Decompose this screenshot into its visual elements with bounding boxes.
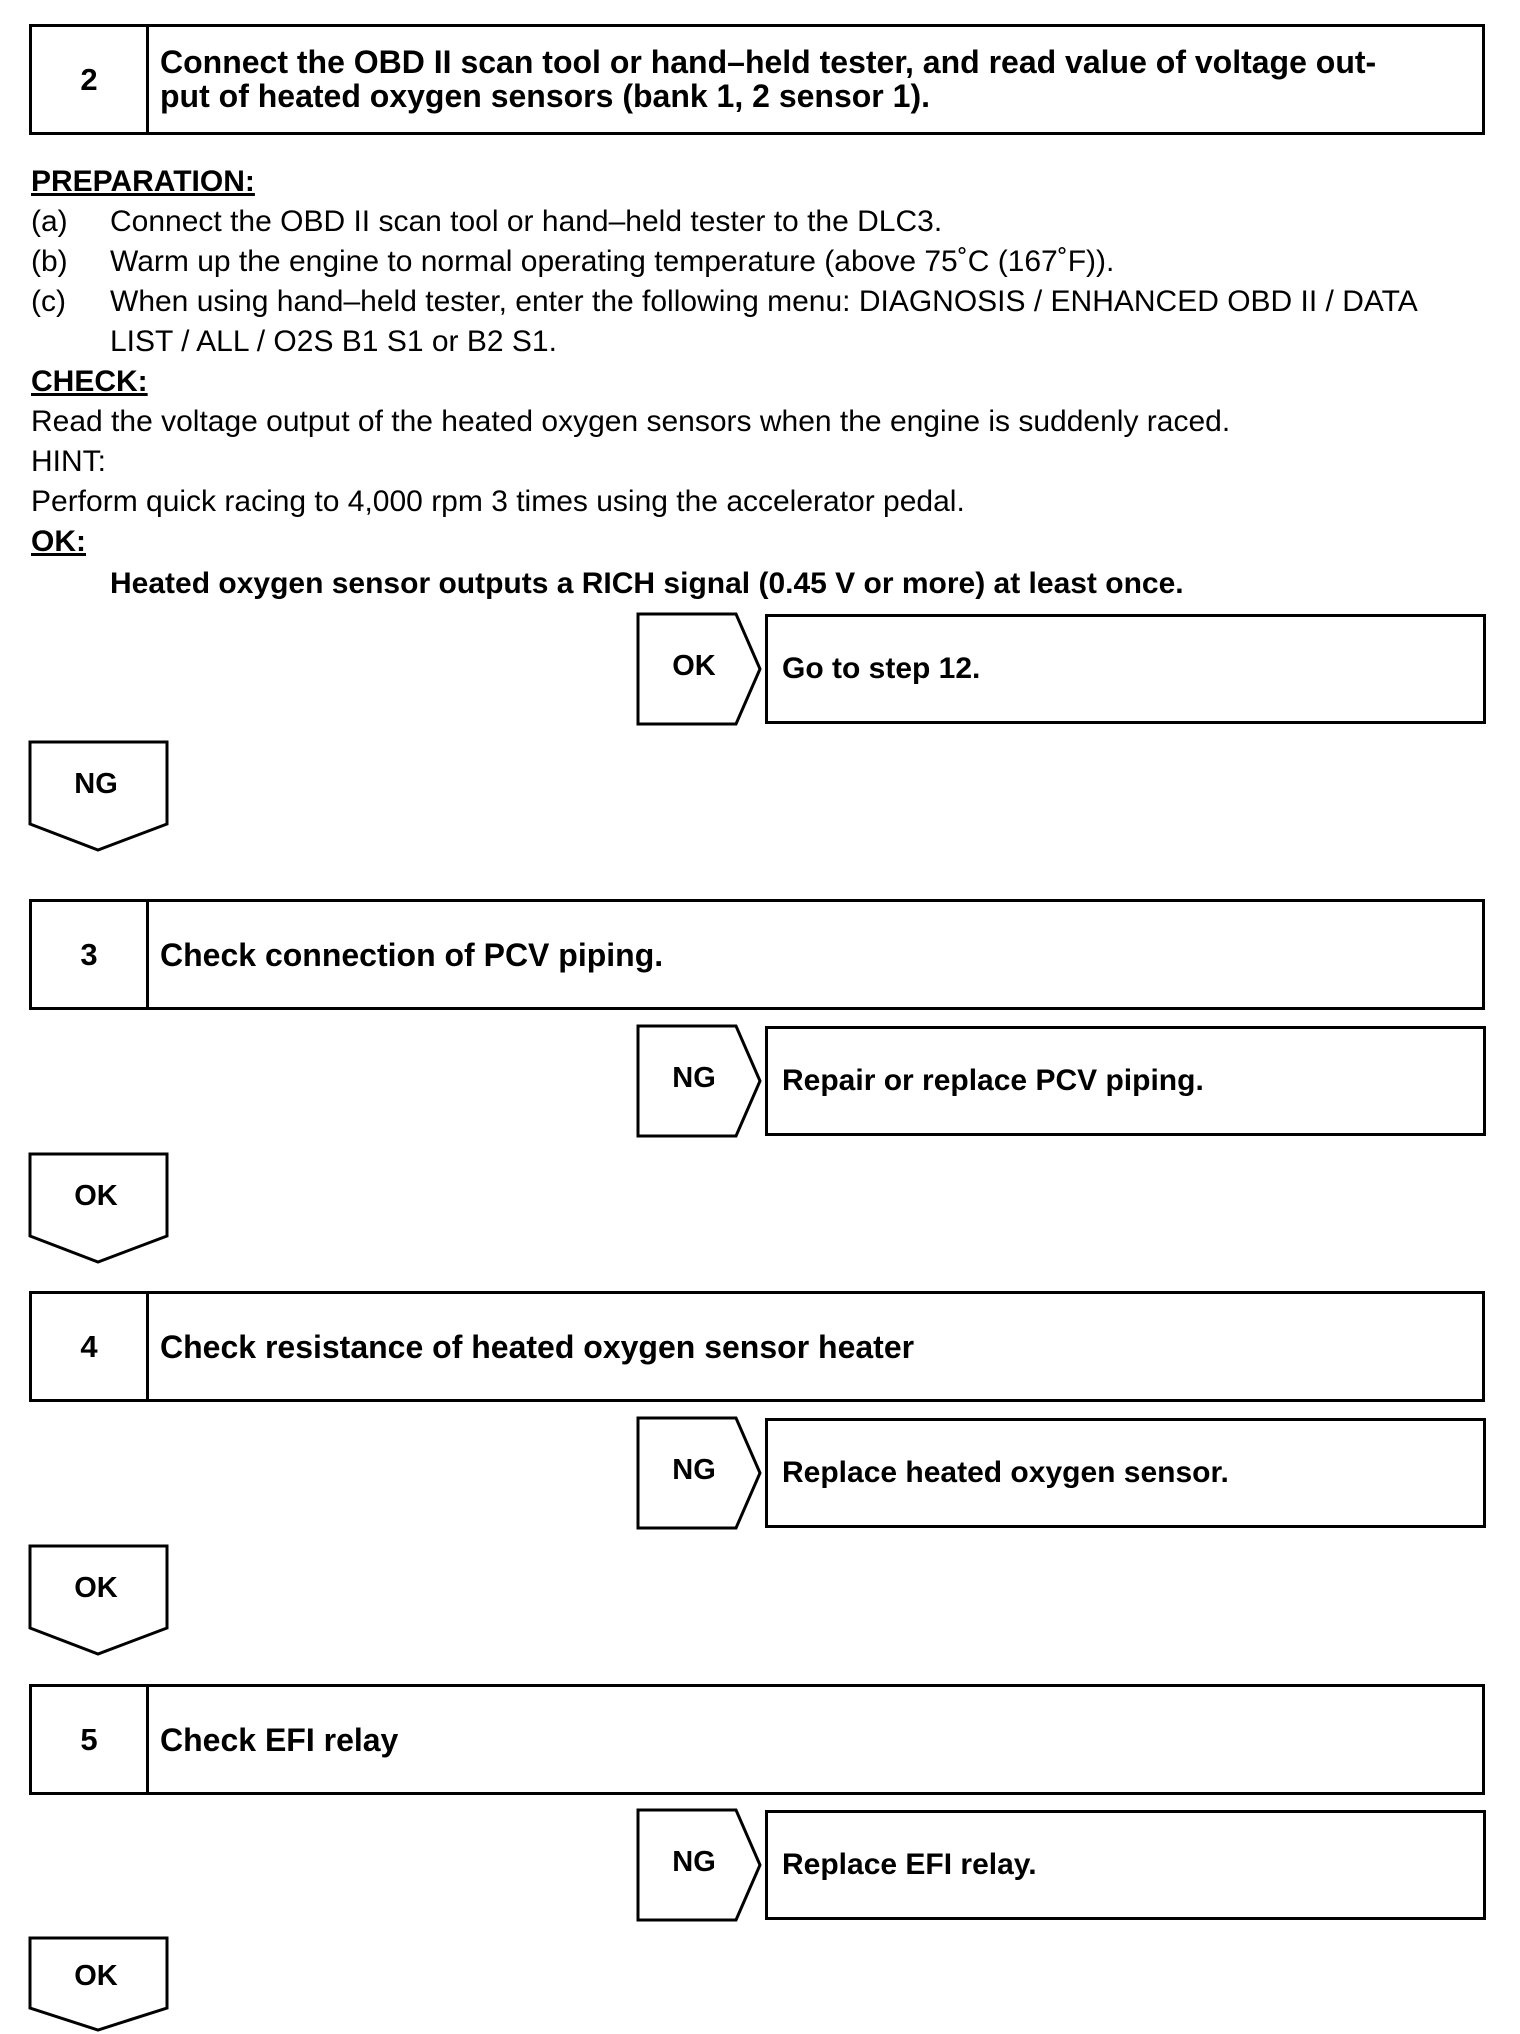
step-5-branch-action: Replace EFI relay. xyxy=(765,1810,1486,1920)
hint-text: Perform quick racing to 4,000 rpm 3 times using the accelerator pedal. xyxy=(31,485,965,518)
step-5-title: Check EFI relay xyxy=(160,1721,399,1758)
step-2-number: 2 xyxy=(32,27,149,132)
preparation-label: PREPARATION: xyxy=(31,165,255,198)
step-2-header xyxy=(29,24,1485,135)
prep-item-b-letter: (b) xyxy=(31,245,68,278)
step-5-header xyxy=(29,1684,1485,1795)
step-5-down-tag: OK xyxy=(74,1960,118,1992)
ok-criteria-text: Heated oxygen sensor outputs a RICH signal (0.45 V or more) at least once. xyxy=(110,567,1184,600)
step-5-branch-tag: NG xyxy=(672,1846,716,1878)
step-3-down-tag: OK xyxy=(74,1180,118,1212)
step-2-down-tag: NG xyxy=(74,768,118,800)
step-2-branch-tag: OK xyxy=(672,650,716,682)
step-4-header xyxy=(29,1291,1485,1402)
hint-label: HINT: xyxy=(31,445,106,478)
step-4-title: Check resistance of heated oxygen sensor heater xyxy=(160,1328,915,1365)
prep-item-a-letter: (a) xyxy=(31,205,68,238)
prep-item-c-text-cont: LIST / ALL / O2S B1 S1 or B2 S1. xyxy=(110,325,557,358)
step-4-number: 4 xyxy=(32,1294,149,1399)
prep-item-a-text: Connect the OBD II scan tool or hand–held tester to the DLC3. xyxy=(110,205,943,238)
ok-label: OK: xyxy=(31,525,86,558)
prep-item-c-letter: (c) xyxy=(31,285,66,318)
step-2-branch-action: Go to step 12. xyxy=(765,614,1486,724)
step-3-number: 3 xyxy=(32,902,149,1007)
prep-item-b-text: Warm up the engine to normal operating temperature (above 75˚C (167˚F)). xyxy=(110,245,1115,278)
step-5-number: 5 xyxy=(32,1687,149,1792)
step-4-down-tag: OK xyxy=(74,1572,118,1604)
step-3-branch-action: Repair or replace PCV piping. xyxy=(765,1026,1486,1136)
step-3-title: Check connection of PCV piping. xyxy=(160,936,664,973)
check-label: CHECK: xyxy=(31,365,148,398)
prep-item-c-text: When using hand–held tester, enter the following menu: DIAGNOSIS / ENHANCED OBD II / DATA xyxy=(110,285,1418,318)
step-4-branch-action: Replace heated oxygen sensor. xyxy=(765,1418,1486,1528)
step-3-header xyxy=(29,899,1485,1010)
step-3-branch-tag: NG xyxy=(672,1062,716,1094)
step-4-branch-tag: NG xyxy=(672,1454,716,1486)
check-text: Read the voltage output of the heated oxygen sensors when the engine is suddenly raced. xyxy=(31,405,1231,438)
step-2-title-line1: Connect the OBD II scan tool or hand–held tester, and read value of voltage out- xyxy=(160,44,1377,80)
step-2-title-line2: put of heated oxygen sensors (bank 1, 2 sensor 1). xyxy=(160,78,930,114)
step-2-title xyxy=(160,27,1468,132)
